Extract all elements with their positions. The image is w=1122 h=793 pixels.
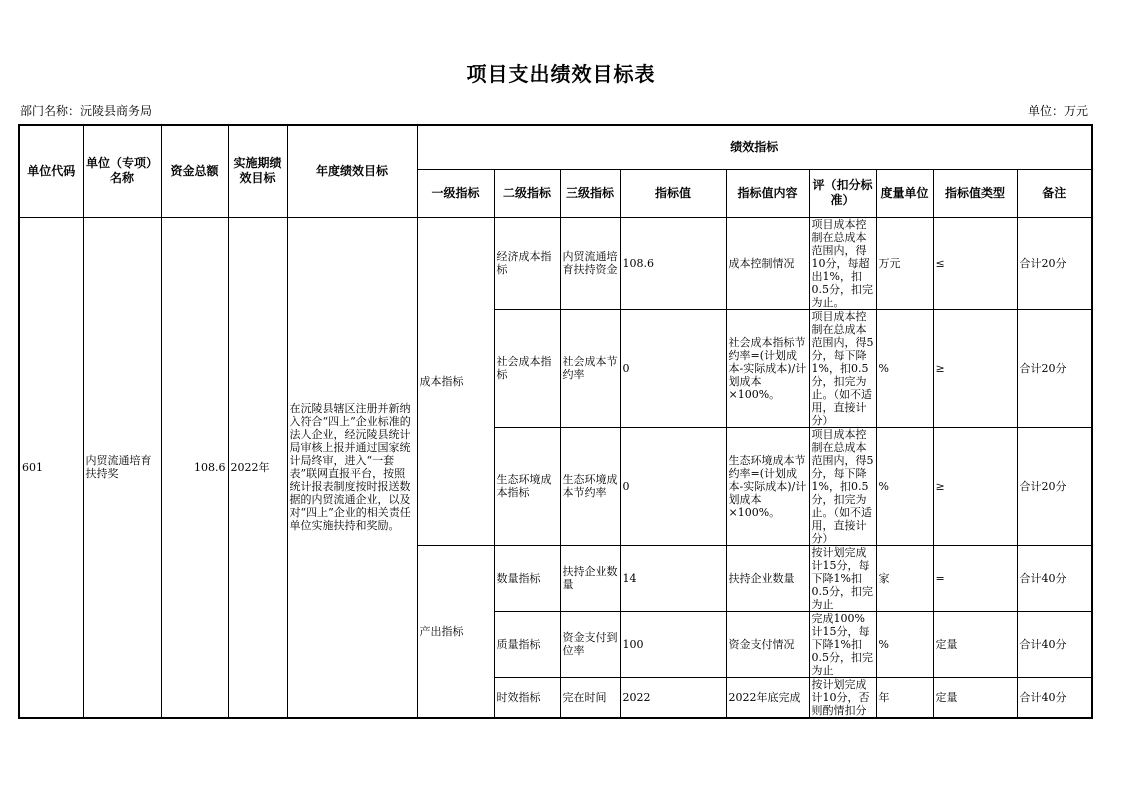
- total-funds-cell: 108.6: [161, 217, 228, 718]
- header-value-content: 指标值内容: [726, 169, 809, 217]
- level1-cost-cell: 成本指标: [417, 217, 494, 545]
- header-period-target: 实施期绩效目标: [228, 125, 287, 217]
- remark-cell: 合计20分: [1017, 427, 1092, 545]
- score-cell: 按计划完成计10分，否则酌情扣分: [809, 677, 876, 718]
- value-cell: 0: [620, 427, 726, 545]
- value-type-cell: 定量: [933, 677, 1017, 718]
- value-cell: 100: [620, 611, 726, 677]
- value-cell: 0: [620, 309, 726, 427]
- score-cell: 项目成本控制在总成本范围内，得5分，每下降1%，扣0.5分，扣完为止。（如不适用，直接计分）: [809, 427, 876, 545]
- level3-cell: 扶持企业数量: [560, 545, 620, 611]
- value-type-cell: ≥: [933, 427, 1017, 545]
- unit-name-cell: 内贸流通培育扶持奖: [83, 217, 161, 718]
- header-unit-code: 单位代码: [19, 125, 83, 217]
- header-remark: 备注: [1017, 169, 1092, 217]
- header-value: 指标值: [620, 169, 726, 217]
- level2-cell: 质量指标: [494, 611, 560, 677]
- level2-cell: 经济成本指标: [494, 217, 560, 309]
- department-name: 部门名称：沅陵县商务局: [20, 104, 153, 118]
- score-cell: 项目成本控制在总成本范围内，得10分，每超出1%，扣0.5分，扣完为止。: [809, 217, 876, 309]
- remark-cell: 合计20分: [1017, 217, 1092, 309]
- level3-cell: 生态环境成本节约率: [560, 427, 620, 545]
- value-content-cell: 扶持企业数量: [726, 545, 809, 611]
- level3-cell: 资金支付到位率: [560, 611, 620, 677]
- header-indicators: 绩效指标: [417, 125, 1092, 169]
- header-annual-target: 年度绩效目标: [287, 125, 417, 217]
- header-total-funds: 资金总额: [161, 125, 228, 217]
- header-unit-name: 单位（专项）名称: [83, 125, 161, 217]
- header-score: 评（扣分标准）: [809, 169, 876, 217]
- unit-measure-cell: 万元: [876, 217, 933, 309]
- level3-cell: 社会成本节约率: [560, 309, 620, 427]
- unit-measure-cell: 家: [876, 545, 933, 611]
- level3-cell: 内贸流通培育扶持资金: [560, 217, 620, 309]
- value-content-cell: 生态环境成本节约率=(计划成本-实际成本)/计划成本×100%。: [726, 427, 809, 545]
- header-level2: 二级指标: [494, 169, 560, 217]
- value-cell: 14: [620, 545, 726, 611]
- annual-target-cell: 在沅陵县辖区注册并新纳入符合“四上”企业标准的法人企业，经沅陵县统计局审核上报并通过国家统计局终审，进入“一套表”联网直报平台，按照统计报表制度按时报送数据的内贸流通企业，以及对“四上”企业的相关责任单位实施扶持和奖励。: [287, 217, 417, 718]
- value-content-cell: 2022年底完成: [726, 677, 809, 718]
- value-content-cell: 成本控制情况: [726, 217, 809, 309]
- level2-cell: 生态环境成本指标: [494, 427, 560, 545]
- unit-measure-cell: %: [876, 309, 933, 427]
- value-type-cell: ≤: [933, 217, 1017, 309]
- table-row: [19, 217, 1092, 309]
- remark-cell: 合计40分: [1017, 677, 1092, 718]
- currency-unit: 单位：万元: [1027, 104, 1088, 118]
- unit-code-cell: 601: [19, 217, 83, 718]
- value-type-cell: ≥: [933, 309, 1017, 427]
- unit-measure-cell: 年: [876, 677, 933, 718]
- remark-cell: 合计20分: [1017, 309, 1092, 427]
- value-cell: 2022: [620, 677, 726, 718]
- header-level3: 三级指标: [560, 169, 620, 217]
- score-cell: 项目成本控制在总成本范围内，得5分，每下降1%，扣0.5分，扣完为止。（如不适用，直接计分）: [809, 309, 876, 427]
- unit-measure-cell: %: [876, 611, 933, 677]
- level2-cell: 社会成本指标: [494, 309, 560, 427]
- header-unit-measure: 度量单位: [876, 169, 933, 217]
- header-value-type: 指标值类型: [933, 169, 1017, 217]
- remark-cell: 合计40分: [1017, 611, 1092, 677]
- value-content-cell: 资金支付情况: [726, 611, 809, 677]
- remark-cell: 合计40分: [1017, 545, 1092, 611]
- value-content-cell: 社会成本指标节约率=(计划成本-实际成本)/计划成本×100%。: [726, 309, 809, 427]
- level1-output-cell: 产出指标: [417, 545, 494, 718]
- score-cell: 按计划完成计15分，每下降1%扣0.5分，扣完为止: [809, 545, 876, 611]
- level2-cell: 数量指标: [494, 545, 560, 611]
- period-target-cell: 2022年: [228, 217, 287, 718]
- level3-cell: 完在时间: [560, 677, 620, 718]
- header-level1: 一级指标: [417, 169, 494, 217]
- value-cell: 108.6: [620, 217, 726, 309]
- level2-cell: 时效指标: [494, 677, 560, 718]
- value-type-cell: =: [933, 545, 1017, 611]
- score-cell: 完成100%计15分，每下降1%扣0.5分，扣完为止: [809, 611, 876, 677]
- value-type-cell: 定量: [933, 611, 1017, 677]
- unit-measure-cell: %: [876, 427, 933, 545]
- performance-table: [18, 124, 1093, 719]
- page-title: 项目支出绩效目标表: [466, 62, 656, 86]
